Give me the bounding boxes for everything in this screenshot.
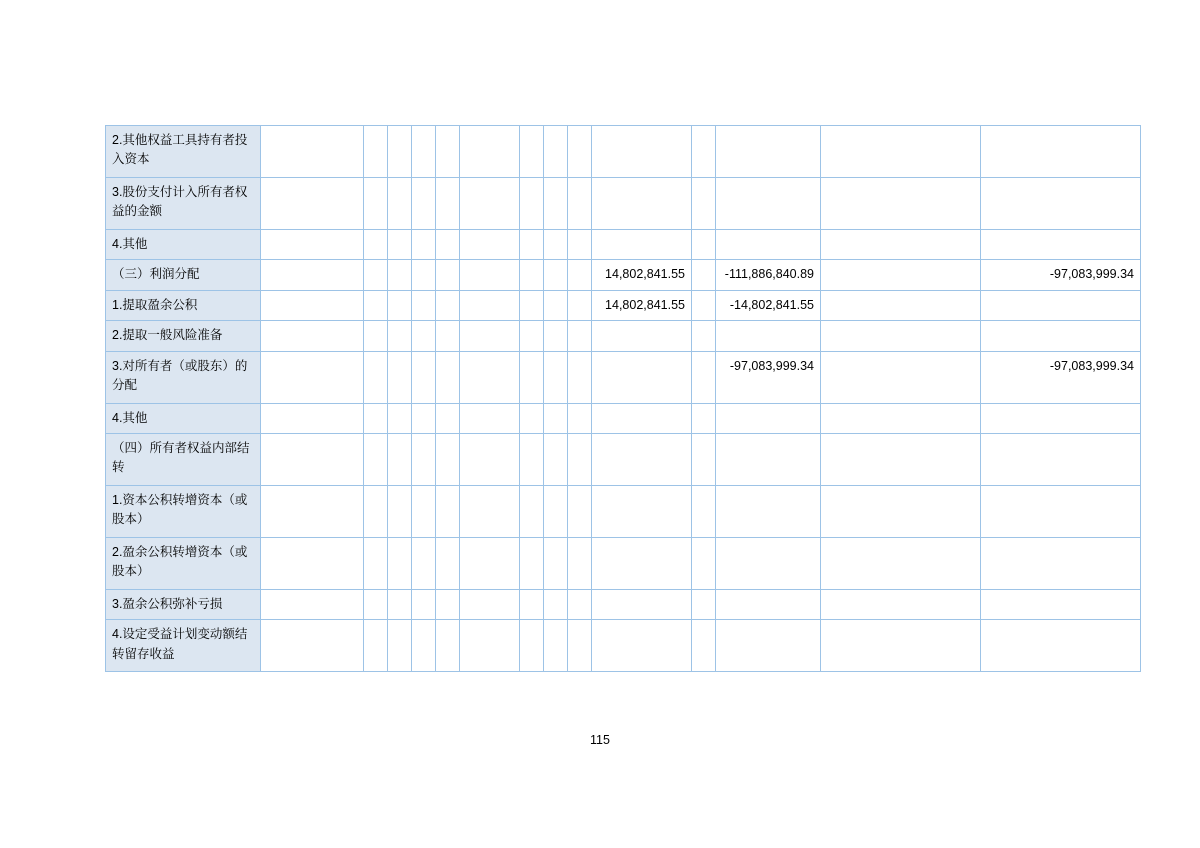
row-label: 3.对所有者（或股东）的分配: [106, 351, 261, 403]
empty-cell: [364, 589, 388, 619]
empty-cell: [261, 403, 364, 433]
empty-cell: [544, 433, 568, 485]
empty-cell: [261, 290, 364, 320]
empty-cell: [692, 620, 716, 672]
empty-cell: [364, 485, 388, 537]
empty-cell: [981, 485, 1141, 537]
statement-of-changes-in-equity-table: [105, 125, 1134, 672]
table-row: [106, 260, 1141, 290]
empty-cell: [520, 589, 544, 619]
empty-cell: [520, 351, 544, 403]
empty-cell: [520, 230, 544, 260]
empty-cell: [692, 126, 716, 178]
empty-cell: [364, 321, 388, 351]
empty-cell: [544, 485, 568, 537]
empty-cell: [692, 230, 716, 260]
empty-cell: [716, 178, 821, 230]
empty-cell: [981, 178, 1141, 230]
empty-cell: [821, 351, 981, 403]
value-cell: -97,083,999.34: [981, 351, 1141, 403]
empty-cell: [436, 178, 460, 230]
empty-cell: [364, 351, 388, 403]
empty-cell: [692, 260, 716, 290]
table-row: [106, 589, 1141, 619]
empty-cell: [568, 620, 592, 672]
empty-cell: [568, 589, 592, 619]
empty-cell: [821, 620, 981, 672]
empty-cell: [692, 485, 716, 537]
empty-cell: [436, 321, 460, 351]
empty-cell: [520, 433, 544, 485]
empty-cell: [520, 260, 544, 290]
empty-cell: [412, 433, 436, 485]
empty-cell: [544, 178, 568, 230]
empty-cell: [981, 321, 1141, 351]
empty-cell: [388, 178, 412, 230]
table-row: [106, 178, 1141, 230]
empty-cell: [261, 620, 364, 672]
empty-cell: [412, 321, 436, 351]
empty-cell: [261, 537, 364, 589]
empty-cell: [364, 126, 388, 178]
empty-cell: [981, 230, 1141, 260]
empty-cell: [388, 433, 412, 485]
empty-cell: [544, 537, 568, 589]
empty-cell: [821, 433, 981, 485]
empty-cell: [981, 537, 1141, 589]
empty-cell: [544, 126, 568, 178]
empty-cell: [568, 351, 592, 403]
empty-cell: [692, 589, 716, 619]
empty-cell: [436, 589, 460, 619]
empty-cell: [568, 433, 592, 485]
empty-cell: [520, 290, 544, 320]
empty-cell: [364, 290, 388, 320]
empty-cell: [520, 485, 544, 537]
table-row: [106, 485, 1141, 537]
page-number: 115: [590, 733, 610, 747]
row-label: 2.其他权益工具持有者投入资本: [106, 126, 261, 178]
empty-cell: [544, 260, 568, 290]
empty-cell: [364, 178, 388, 230]
empty-cell: [716, 537, 821, 589]
empty-cell: [544, 620, 568, 672]
empty-cell: [436, 260, 460, 290]
empty-cell: [520, 126, 544, 178]
empty-cell: [436, 351, 460, 403]
empty-cell: [692, 321, 716, 351]
empty-cell: [388, 403, 412, 433]
empty-cell: [821, 126, 981, 178]
value-cell: 14,802,841.55: [592, 290, 692, 320]
empty-cell: [981, 589, 1141, 619]
empty-cell: [460, 260, 520, 290]
empty-cell: [436, 485, 460, 537]
empty-cell: [821, 537, 981, 589]
empty-cell: [716, 589, 821, 619]
empty-cell: [460, 126, 520, 178]
empty-cell: [436, 126, 460, 178]
empty-cell: [544, 403, 568, 433]
empty-cell: [592, 230, 692, 260]
empty-cell: [692, 178, 716, 230]
empty-cell: [460, 485, 520, 537]
table-row: [106, 537, 1141, 589]
empty-cell: [981, 620, 1141, 672]
empty-cell: [261, 433, 364, 485]
empty-cell: [436, 403, 460, 433]
table-row: [106, 230, 1141, 260]
empty-cell: [568, 290, 592, 320]
row-label: 2.提取一般风险准备: [106, 321, 261, 351]
empty-cell: [388, 230, 412, 260]
empty-cell: [716, 485, 821, 537]
empty-cell: [388, 290, 412, 320]
empty-cell: [412, 620, 436, 672]
row-label: 3.盈余公积弥补亏损: [106, 589, 261, 619]
empty-cell: [520, 178, 544, 230]
empty-cell: [592, 433, 692, 485]
empty-cell: [568, 126, 592, 178]
empty-cell: [981, 433, 1141, 485]
empty-cell: [261, 260, 364, 290]
value-cell: -111,886,840.89: [716, 260, 821, 290]
empty-cell: [412, 126, 436, 178]
empty-cell: [520, 321, 544, 351]
table-row: [106, 403, 1141, 433]
empty-cell: [692, 537, 716, 589]
empty-cell: [388, 537, 412, 589]
empty-cell: [412, 537, 436, 589]
empty-cell: [692, 403, 716, 433]
empty-cell: [592, 403, 692, 433]
value-cell: -97,083,999.34: [981, 260, 1141, 290]
empty-cell: [364, 537, 388, 589]
empty-cell: [261, 126, 364, 178]
empty-cell: [460, 230, 520, 260]
empty-cell: [592, 620, 692, 672]
empty-cell: [544, 230, 568, 260]
empty-cell: [716, 403, 821, 433]
empty-cell: [388, 351, 412, 403]
empty-cell: [981, 290, 1141, 320]
empty-cell: [568, 403, 592, 433]
empty-cell: [261, 485, 364, 537]
table-row: [106, 351, 1141, 403]
empty-cell: [460, 351, 520, 403]
empty-cell: [520, 537, 544, 589]
empty-cell: [460, 537, 520, 589]
table-row: [106, 620, 1141, 672]
empty-cell: [821, 260, 981, 290]
empty-cell: [544, 589, 568, 619]
empty-cell: [692, 351, 716, 403]
empty-cell: [592, 589, 692, 619]
empty-cell: [592, 126, 692, 178]
empty-cell: [821, 485, 981, 537]
empty-cell: [821, 589, 981, 619]
row-label: 4.其他: [106, 403, 261, 433]
empty-cell: [261, 178, 364, 230]
empty-cell: [692, 290, 716, 320]
empty-cell: [592, 537, 692, 589]
empty-cell: [544, 351, 568, 403]
empty-cell: [364, 620, 388, 672]
empty-cell: [592, 178, 692, 230]
empty-cell: [388, 485, 412, 537]
empty-cell: [436, 290, 460, 320]
table-row: [106, 290, 1141, 320]
row-label: （三）利润分配: [106, 260, 261, 290]
table-row: [106, 321, 1141, 351]
empty-cell: [520, 403, 544, 433]
empty-cell: [412, 178, 436, 230]
empty-cell: [388, 321, 412, 351]
empty-cell: [716, 126, 821, 178]
value-cell: -97,083,999.34: [716, 351, 821, 403]
empty-cell: [460, 620, 520, 672]
row-label: 1.资本公积转增资本（或股本）: [106, 485, 261, 537]
empty-cell: [520, 620, 544, 672]
empty-cell: [388, 589, 412, 619]
empty-cell: [261, 351, 364, 403]
empty-cell: [716, 230, 821, 260]
empty-cell: [821, 403, 981, 433]
empty-cell: [568, 537, 592, 589]
empty-cell: [592, 485, 692, 537]
empty-cell: [544, 290, 568, 320]
empty-cell: [568, 321, 592, 351]
empty-cell: [364, 433, 388, 485]
row-label: 4.其他: [106, 230, 261, 260]
empty-cell: [568, 230, 592, 260]
empty-cell: [412, 290, 436, 320]
row-label: （四）所有者权益内部结转: [106, 433, 261, 485]
empty-cell: [364, 230, 388, 260]
empty-cell: [692, 433, 716, 485]
empty-cell: [821, 230, 981, 260]
empty-cell: [460, 321, 520, 351]
empty-cell: [568, 260, 592, 290]
empty-cell: [592, 321, 692, 351]
empty-cell: [388, 126, 412, 178]
empty-cell: [544, 321, 568, 351]
empty-cell: [981, 126, 1141, 178]
empty-cell: [460, 178, 520, 230]
empty-cell: [436, 620, 460, 672]
empty-cell: [460, 433, 520, 485]
empty-cell: [412, 230, 436, 260]
empty-cell: [436, 230, 460, 260]
empty-cell: [436, 433, 460, 485]
row-label: 1.提取盈余公积: [106, 290, 261, 320]
empty-cell: [412, 403, 436, 433]
empty-cell: [412, 351, 436, 403]
empty-cell: [261, 589, 364, 619]
table-row: [106, 126, 1141, 178]
empty-cell: [460, 403, 520, 433]
row-label: 3.股份支付计入所有者权益的金额: [106, 178, 261, 230]
row-label: 4.设定受益计划变动额结转留存收益: [106, 620, 261, 672]
empty-cell: [716, 433, 821, 485]
empty-cell: [412, 260, 436, 290]
empty-cell: [821, 321, 981, 351]
empty-cell: [388, 620, 412, 672]
empty-cell: [716, 620, 821, 672]
table-row: [106, 433, 1141, 485]
empty-cell: [821, 178, 981, 230]
value-cell: 14,802,841.55: [592, 260, 692, 290]
empty-cell: [568, 485, 592, 537]
empty-cell: [716, 321, 821, 351]
empty-cell: [568, 178, 592, 230]
value-cell: -14,802,841.55: [716, 290, 821, 320]
empty-cell: [261, 230, 364, 260]
empty-cell: [460, 589, 520, 619]
empty-cell: [436, 537, 460, 589]
row-label: 2.盈余公积转增资本（或股本）: [106, 537, 261, 589]
empty-cell: [412, 589, 436, 619]
equity-table: [105, 125, 1141, 672]
empty-cell: [388, 260, 412, 290]
empty-cell: [460, 290, 520, 320]
empty-cell: [364, 403, 388, 433]
empty-cell: [821, 290, 981, 320]
empty-cell: [261, 321, 364, 351]
empty-cell: [364, 260, 388, 290]
empty-cell: [412, 485, 436, 537]
empty-cell: [981, 403, 1141, 433]
empty-cell: [592, 351, 692, 403]
